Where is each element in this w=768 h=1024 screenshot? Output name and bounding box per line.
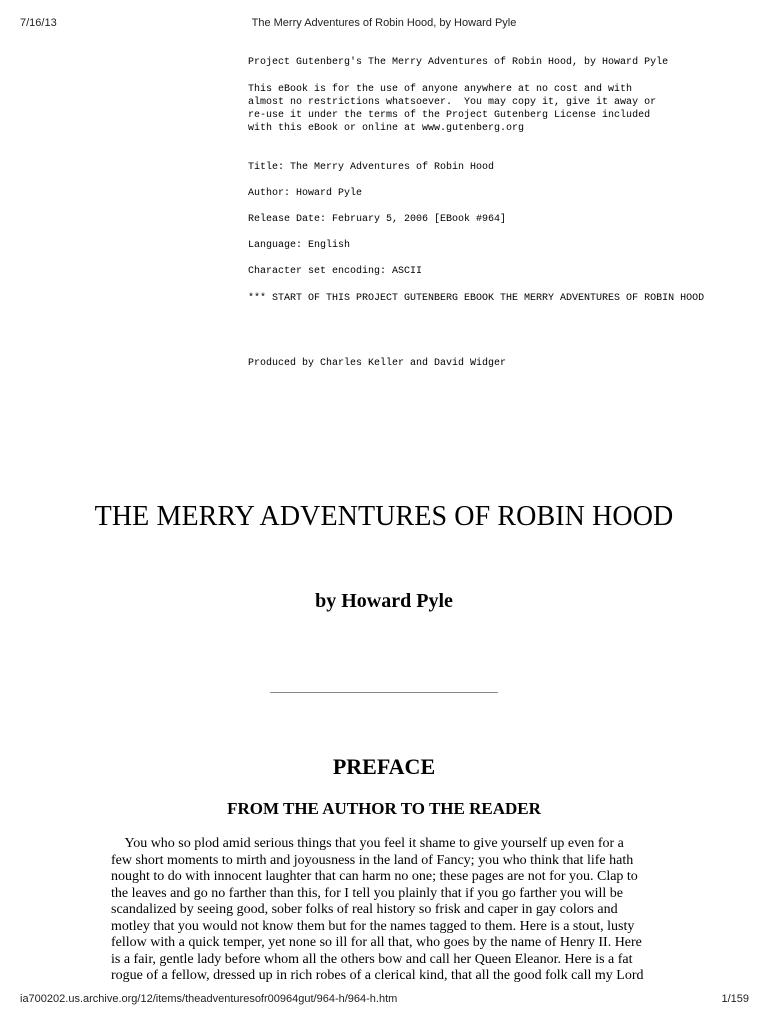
- gutenberg-language-line: Language: English: [248, 240, 351, 251]
- gutenberg-intro: Project Gutenberg's The Merry Adventures of Robin Hood, by Howard Pyle: [248, 57, 669, 68]
- gutenberg-produced-by: Produced by Charles Keller and David Widger: [248, 358, 507, 369]
- print-header-title: The Merry Adventures of Robin Hood, by Howard Pyle: [251, 17, 517, 29]
- preface-heading: PREFACE: [332, 754, 436, 779]
- book-byline: by Howard Pyle: [315, 590, 453, 612]
- gutenberg-encoding-line: Character set encoding: ASCII: [248, 266, 423, 277]
- gutenberg-release-line: Release Date: February 5, 2006 [EBook #964]: [248, 214, 507, 225]
- gutenberg-author-line: Author: Howard Pyle: [248, 188, 363, 199]
- print-date: 7/16/13: [20, 17, 57, 29]
- section-divider: [270, 692, 498, 693]
- print-footer-url: ia700202.us.archive.org/12/items/theadventuresofr00964gut/964-h/964-h.htm: [20, 993, 398, 1005]
- book-title: THE MERRY ADVENTURES OF ROBIN HOOD: [94, 501, 674, 532]
- preface-paragraph: You who so plod amid serious things that you feel it shame to give yourself up even for a few short moments to mirth and joyousness in the land of Fancy; you who think that life hath nought to do with innocent laughter that can harm no one; these pages are not for you. Clap to the leaves and go no farther than this, for I tell you plainly that if you go farther you will be scandalized by seeing good, sober folks of real history so frisk and caper in gay colors and motley that you would not know them but for the names tagged to them. Here is a stout, lusty fellow with a quick temper, yet none so ill for all that, who goes by the name of Henry II. Here is a fair, gentle lady before whom all the others bow and call her Queen Eleanor. Here is a fat rogue of a fellow, dressed up in rich robes of a clerical kind, that all the good folk call my Lord: [111, 836, 644, 983]
- print-page-number: 1/159: [721, 993, 749, 1005]
- gutenberg-title-line: Title: The Merry Adventures of Robin Hood: [248, 162, 495, 173]
- gutenberg-license: This eBook is for the use of anyone anywhere at no cost and with almost no restrictions whatsoever. You may copy it, give it away or re-use it under the terms of the Project Gutenberg License included with this eBook or online at www.gutenberg.org: [248, 84, 657, 134]
- preface-subheading: FROM THE AUTHOR TO THE READER: [227, 799, 541, 818]
- gutenberg-start-marker: *** START OF THIS PROJECT GUTENBERG EBOOK THE MERRY ADVENTURES OF ROBIN HOOD: [248, 293, 705, 304]
